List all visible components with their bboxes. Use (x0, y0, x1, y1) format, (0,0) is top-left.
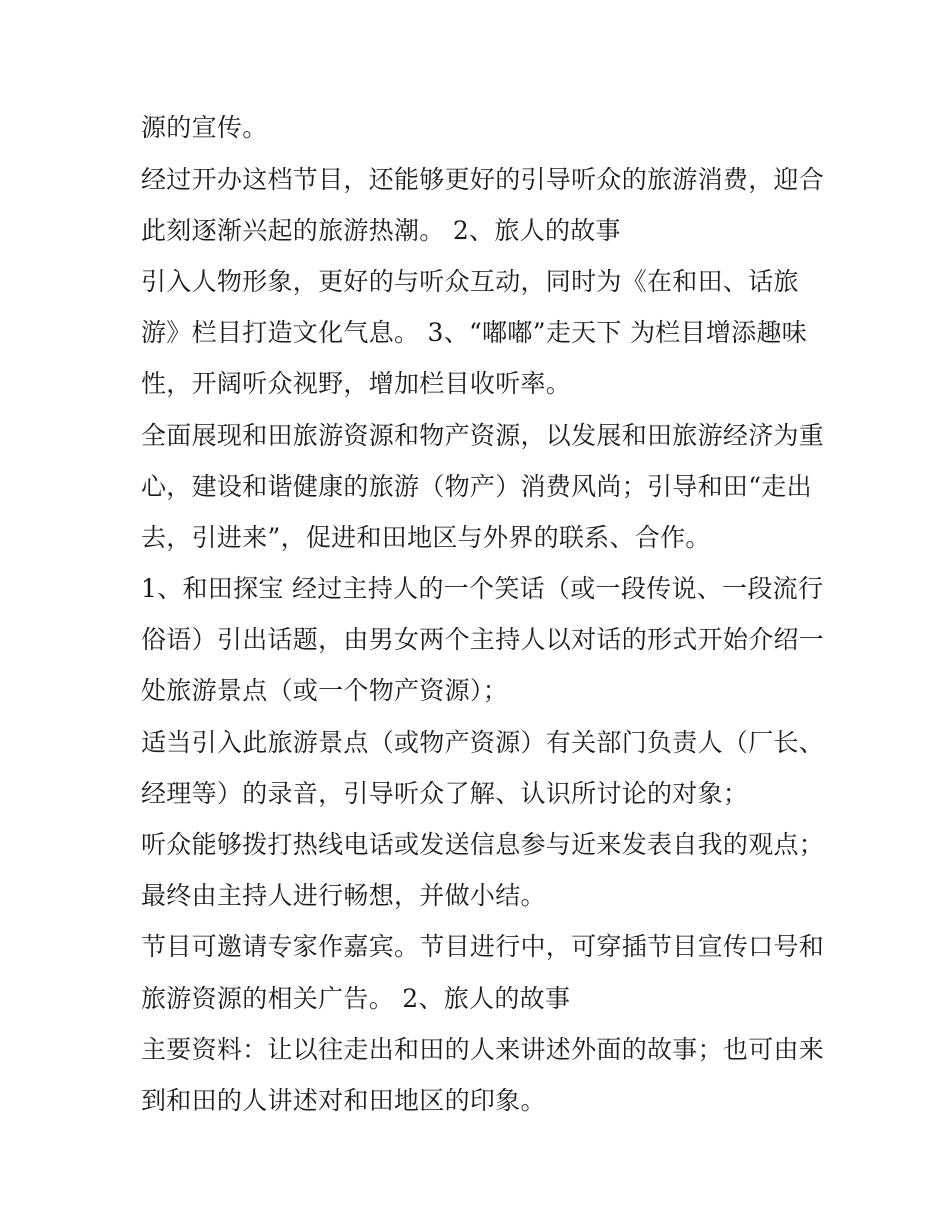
text-line: 性，开阔听众视野，增加栏目收听率。 (141, 369, 572, 398)
text-line: 引入人物形象，更好的与听众互动，同时为《在和田、话旅 (141, 267, 799, 296)
text-line: 心，建设和谐健康的旅游（物产）消费风尚；引导和田“走出 (141, 472, 812, 501)
text-line: 1、和田探宝 经过主持人的一个笑话（或一段传说、一段流行 (141, 574, 824, 603)
text-line: 到和田的人讲述对和田地区的印象。 (141, 1086, 546, 1115)
text-line: 最终由主持人进行畅想，并做小结。 (141, 881, 546, 910)
text-line: 此刻逐渐兴起的旅游热潮。 2、旅人的故事 (141, 216, 621, 245)
text-line: 处旅游景点（或一个物产资源）； (141, 676, 509, 705)
text-line: 听众能够拨打热线电话或发送信息参与近来发表自我的观点； (141, 830, 825, 859)
text-line: 源的宣传。 (141, 113, 268, 142)
text-line: 游》栏目打造文化气息。 3、“嘟嘟”走天下 为栏目增添趣味 (141, 318, 808, 347)
text-line: 去，引进来”，促进和田地区与外界的联系、合作。 (141, 523, 711, 552)
text-line: 全面展现和田旅游资源和物产资源，以发展和田旅游经济为重 (141, 421, 825, 450)
text-line: 经过开办这档节目，还能够更好的引导听众的旅游消费，迎合 (141, 165, 825, 194)
text-line: 旅游资源的相关广告。 2、旅人的故事 (141, 984, 571, 1013)
text-line: 适当引入此旅游景点（或物产资源）有关部门负责人（厂长、 (141, 728, 825, 757)
text-line: 经理等）的录音，引导听众了解、认识所讨论的对象； (141, 779, 749, 808)
text-line: 节目可邀请专家作嘉宾。节目进行中，可穿插节目宣传口号和 (141, 932, 825, 961)
text-line: 俗语）引出话题，由男女两个主持人以对话的形式开始介绍一 (141, 625, 825, 654)
text-line: 主要资料：让以往走出和田的人来讲述外面的故事；也可由来 (141, 1035, 825, 1064)
